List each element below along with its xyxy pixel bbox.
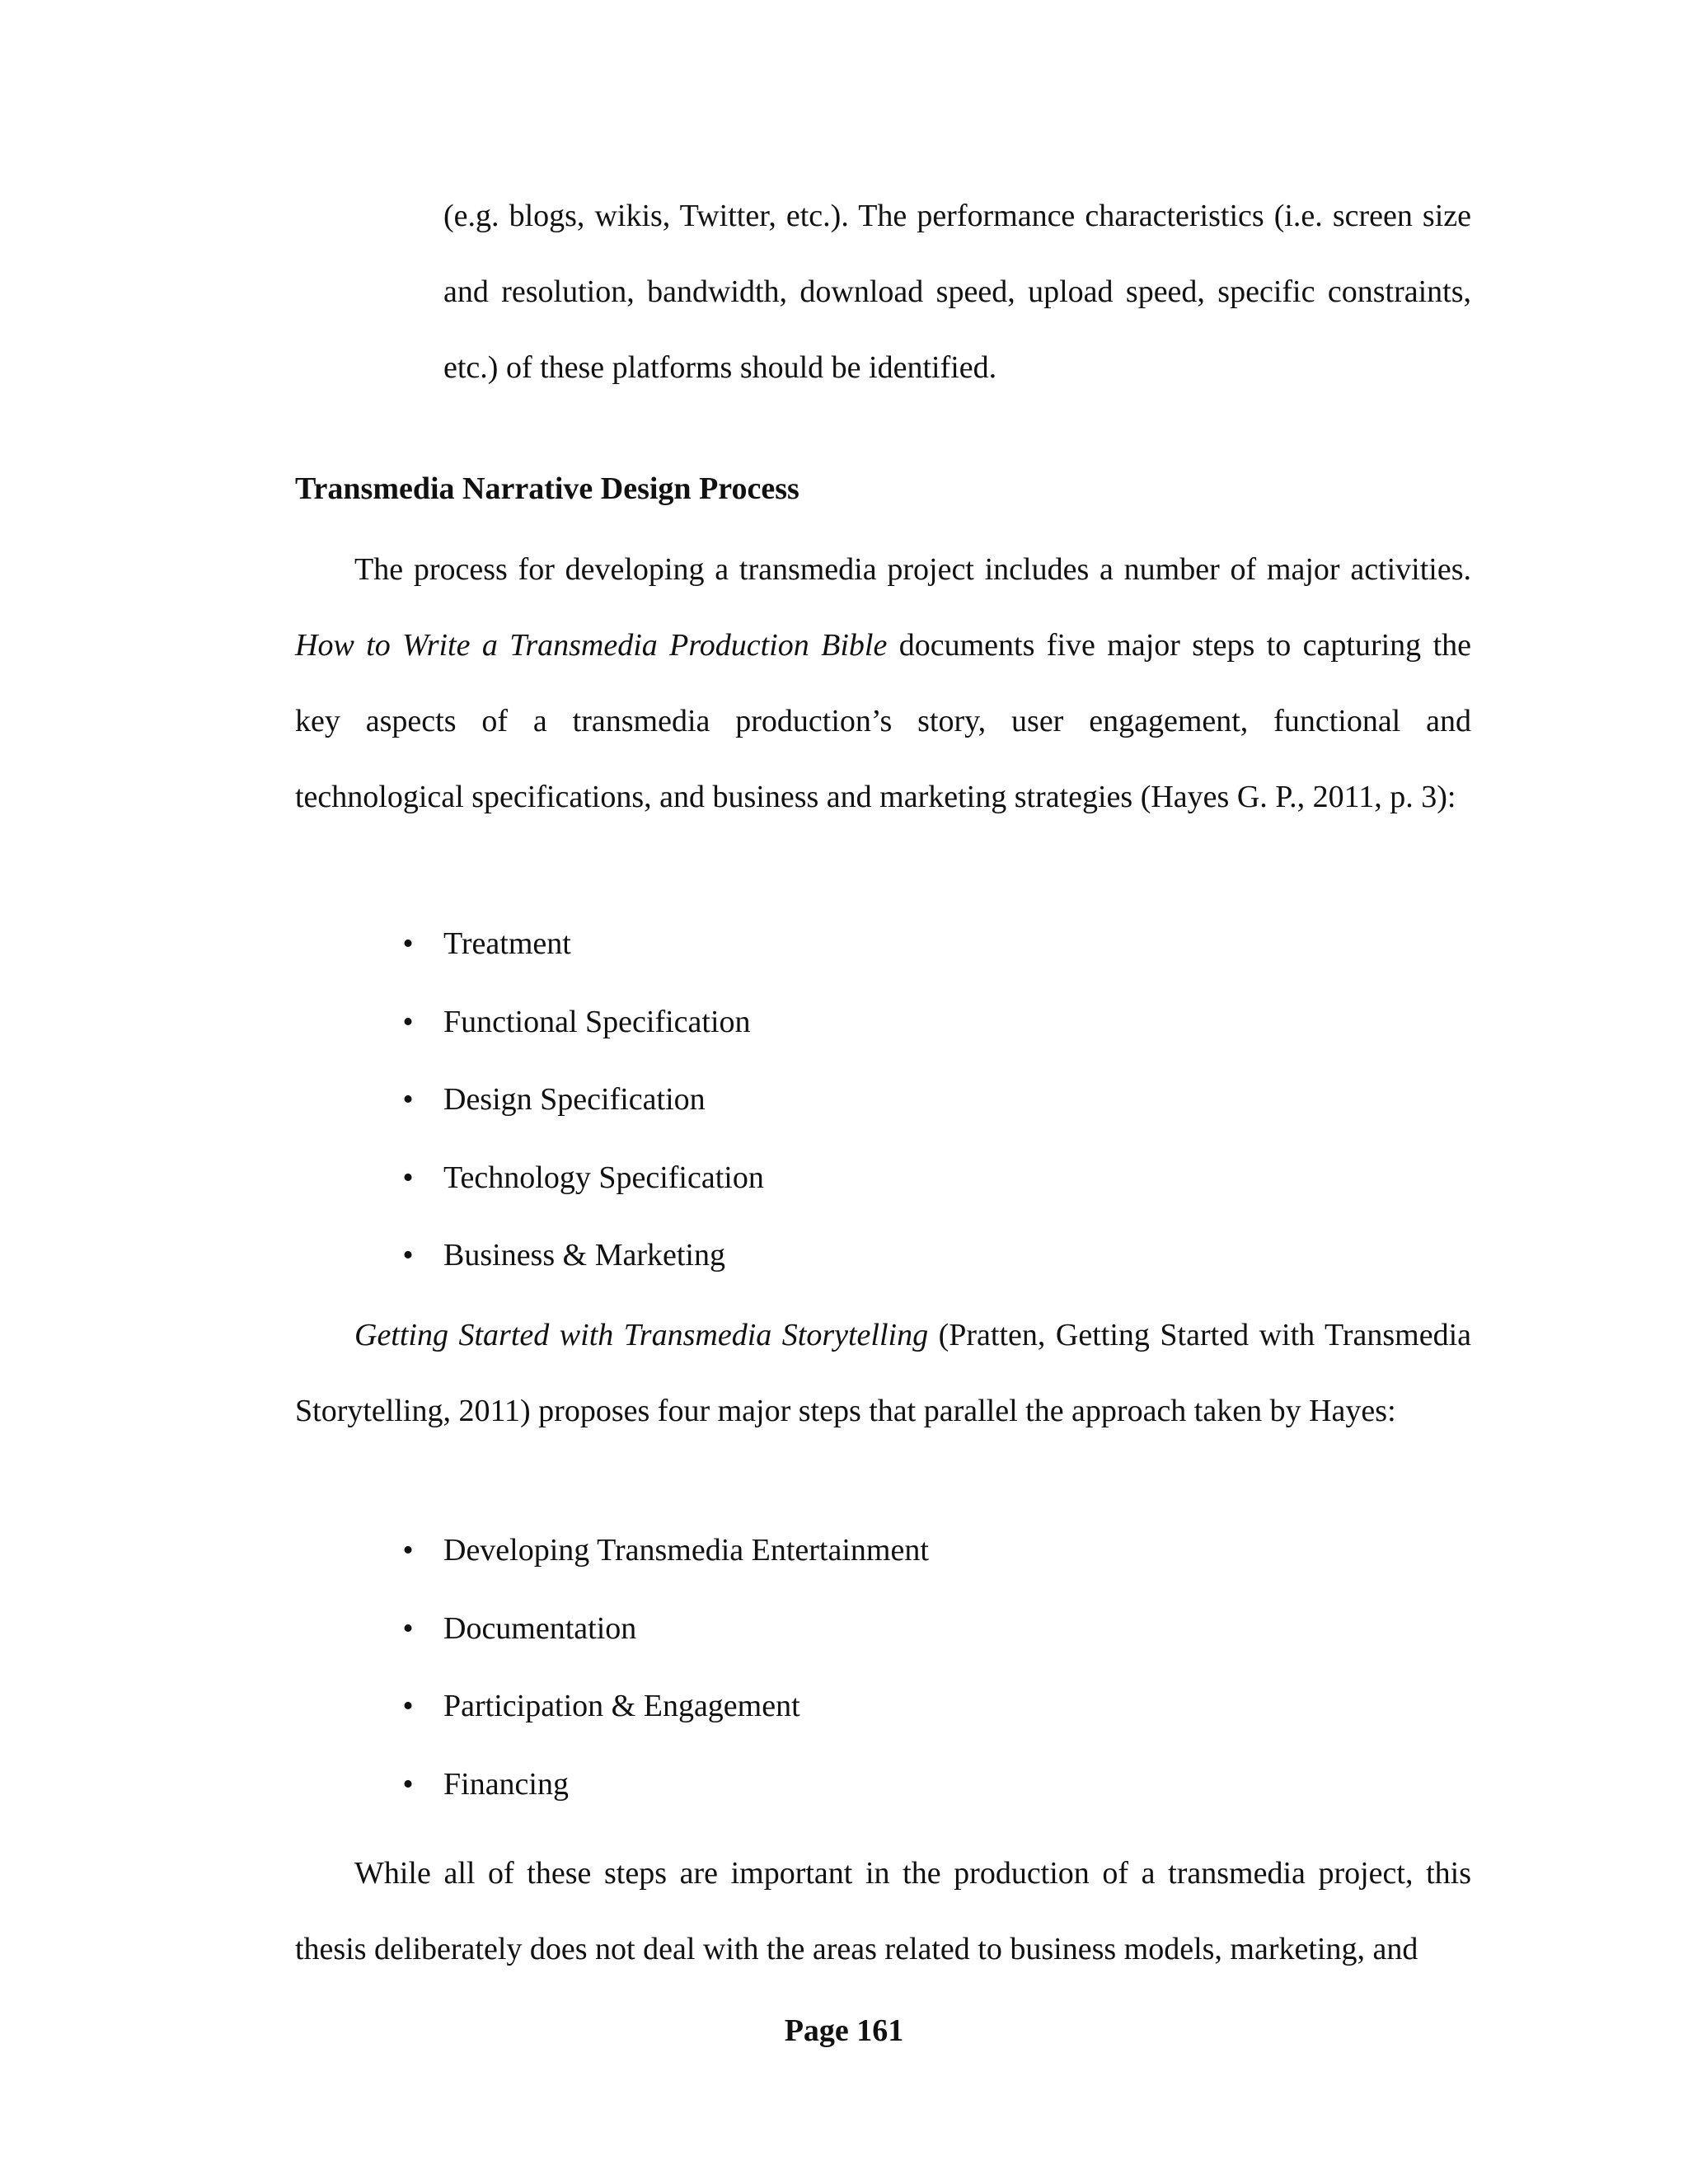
list-item	[295, 1511, 1471, 1590]
list-item	[295, 1216, 1471, 1295]
paragraph-thesis-scope: While all of these steps are important in the production of a transmedia project, this thesis deliberately does not deal with the areas related to business models, marketing, and	[295, 1856, 1471, 1966]
book-title-production-bible: How to Write a Transmedia Production Bible	[295, 628, 888, 663]
list-item	[295, 1667, 1471, 1746]
page-number: Page 161	[784, 2013, 904, 2048]
list-item	[295, 905, 1471, 983]
list-item	[295, 1139, 1471, 1217]
bullet-icon: •	[402, 1004, 414, 1039]
paragraph-1-rest: documents five major steps to capturing the key aspects of a transmedia production’s story, user engagement, functional and technological specifications, and business and marketing strategies (Hayes G. P., 2011, p. 3):	[295, 628, 1471, 814]
list-item-text: Financing	[443, 1766, 569, 1802]
book-title-getting-started: Getting Started with Transmedia Storytelling	[354, 1318, 929, 1352]
list-item	[295, 983, 1471, 1062]
bullet-icon: •	[402, 1160, 414, 1195]
bullet-icon: •	[402, 1082, 414, 1117]
bullet-list-hayes-steps	[295, 905, 1471, 1295]
list-item-text: Developing Transmedia Entertainment	[443, 1533, 929, 1568]
bullet-icon: •	[402, 1238, 414, 1272]
list-item-text: Business & Marketing	[443, 1238, 725, 1272]
list-item-text: Design Specification	[443, 1082, 706, 1117]
list-item-text: Participation & Engagement	[443, 1689, 800, 1723]
paragraph-2-rest: (Pratten, Getting Started with Transmedia Storytelling, 2011) proposes four major steps that parallel the approach taken by Hayes:	[295, 1318, 1472, 1428]
bullet-icon: •	[402, 1533, 414, 1568]
bullet-icon: •	[402, 1689, 414, 1723]
list-item	[295, 1746, 1471, 1824]
bullet-icon: •	[402, 1610, 414, 1646]
bullet-list-pratten-steps	[295, 1511, 1471, 1823]
bullet-icon: •	[402, 926, 414, 961]
list-item-text: Documentation	[443, 1610, 637, 1646]
paragraph-1-lead: The process for developing a transmedia project includes a number of major activities.	[354, 552, 1471, 587]
list-item-text: Treatment	[443, 926, 571, 961]
section-heading: Transmedia Narrative Design Process	[295, 471, 799, 506]
paragraph-process-overview	[295, 532, 1471, 835]
list-item-text: Functional Specification	[443, 1004, 751, 1039]
paragraph-getting-started	[295, 1297, 1471, 1449]
list-item-text: Technology Specification	[443, 1160, 764, 1195]
bullet-icon: •	[402, 1766, 414, 1802]
list-item	[295, 1061, 1471, 1139]
intro-continuation: (e.g. blogs, wikis, Twitter, etc.). The performance characteristics (i.e. screen size and resolution, bandwidth, download speed, upload speed, specific constraints, etc.) of these platforms should be identified.	[443, 199, 1471, 385]
list-item	[295, 1590, 1471, 1668]
